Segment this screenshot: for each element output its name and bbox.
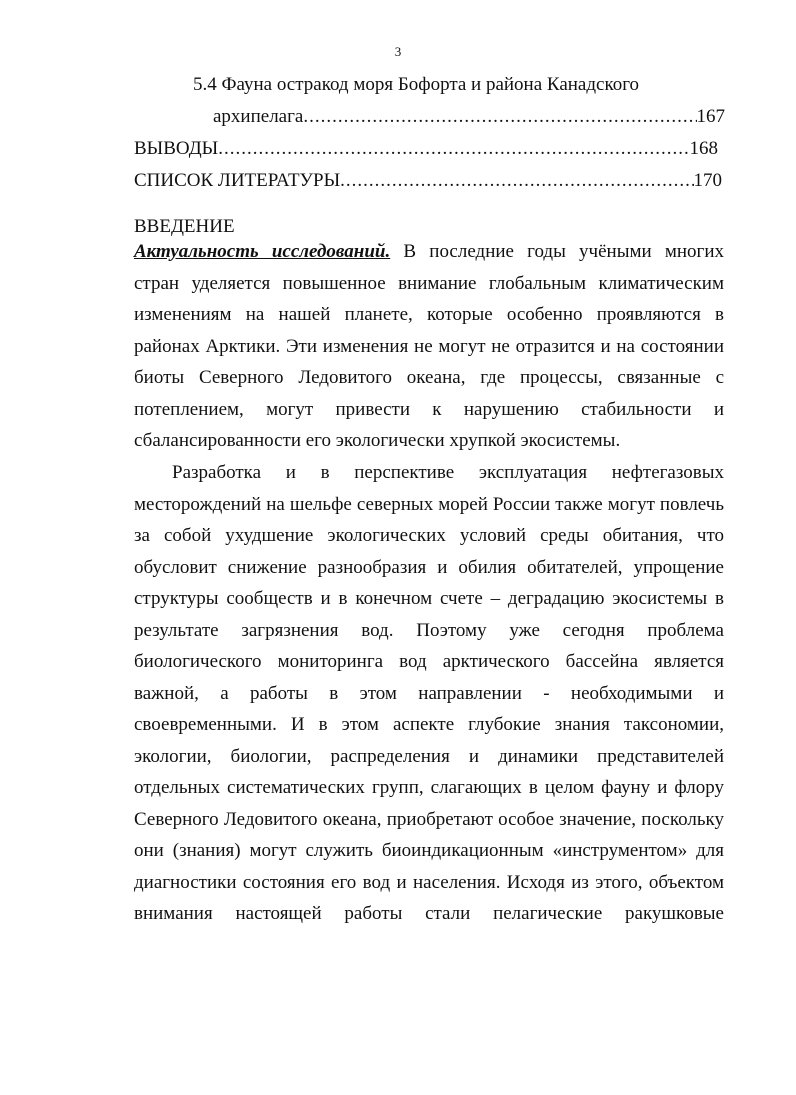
paragraph-line: районах Арктики. Эти изменения не могут не отразится и на состоянии [134, 335, 724, 357]
toc-leader-dots [218, 138, 689, 160]
paragraph-line: структуры сообществ и в конечном счете – деградацию экосистемы в [134, 588, 724, 609]
paragraph-line: результате загрязнения вод. Поэтому уже сегодня проблема [134, 619, 724, 641]
paragraph-line: Северного Ледовитого океана, приобретают особое значение, поскольку [134, 808, 724, 830]
toc-entry-row [213, 106, 725, 128]
toc-entry-title: 5.4 Фауна остракод моря Бофорта и района Канадского [193, 74, 640, 95]
paragraph-line [134, 236, 724, 268]
paragraph-line: биоты Северного Ледовитого океана, где процессы, связанные с [134, 367, 724, 388]
toc-entry-row [134, 170, 722, 192]
paragraph-line: внимания настоящей работы стали пелагические ракушковые [134, 903, 724, 924]
paragraph-line: потеплением, могут привести к нарушению стабильности и [134, 398, 724, 420]
lead-phrase: Актуальность исследований. [134, 241, 391, 262]
toc-entry-label: архипелага [213, 106, 304, 127]
line-text: В последние годы учёными многих [390, 241, 725, 262]
paragraph-relevance [134, 236, 724, 457]
paragraph-line: своевременными. И в этом аспекте глубокие знания таксономии, [134, 714, 724, 735]
paragraph-line: Разработка и в перспективе эксплуатация нефтегазовых [172, 462, 724, 483]
toc-entry-page: 168 [689, 138, 718, 159]
toc-leader-dots [303, 106, 696, 128]
paragraph-line: стран уделяется повышенное внимание глобальным климатическим [134, 272, 724, 294]
paragraph-line: обусловит снижение разнообразия и обилия обитателей, упрощение [134, 556, 724, 578]
toc-entry-page: 170 [693, 170, 722, 191]
toc-leader-dots [340, 170, 693, 192]
paragraph-line: за собой ухудшение экологических условий среды обитания, что [134, 525, 724, 546]
toc-entry-page: 167 [696, 106, 725, 127]
paragraph-line: сбалансированности его экологически хрупкой экосистемы. [134, 430, 621, 451]
paragraph-line: экологии, биологии, распределения и динамики представителей [134, 745, 724, 767]
paragraph-line: биологического мониторинга вод арктического бассейна является [134, 651, 724, 672]
section-heading: ВВЕДЕНИЕ [134, 216, 235, 237]
toc-entry-row [134, 138, 718, 160]
page-number: 3 [394, 44, 402, 59]
toc-entry-label: СПИСОК ЛИТЕРАТУРЫ [134, 170, 341, 191]
paragraph-line: диагностики состояния его вод и населения. Исходя из этого, объектом [134, 871, 724, 893]
paragraph-development [134, 457, 724, 930]
toc-entry-label: ВЫВОДЫ [134, 138, 219, 159]
paragraph-line: месторождений на шельфе северных морей России также могут повлечь [134, 493, 724, 515]
paragraph-line: отдельных систематических групп, слагающих в целом фауну и флору [134, 777, 724, 798]
paragraph-line: изменениям на нашей планете, которые особенно проявляются в [134, 304, 724, 325]
paragraph-line: они (знания) могут служить биоиндикационным «инструментом» для [134, 840, 724, 861]
paragraph-line: важной, а работы в этом направлении - необходимыми и [134, 682, 724, 704]
